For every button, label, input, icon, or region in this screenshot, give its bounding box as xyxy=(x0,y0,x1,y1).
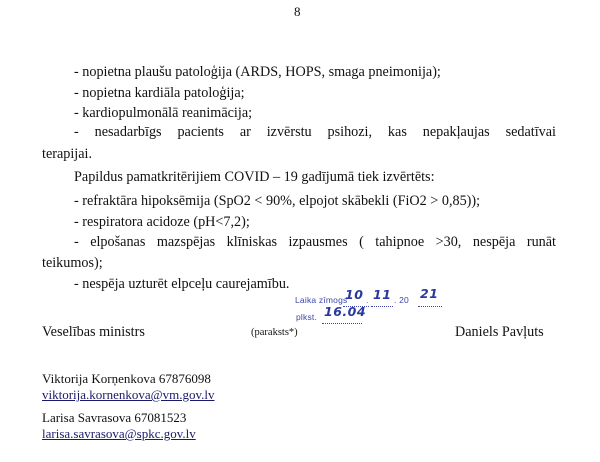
stamp-day: 10 xyxy=(345,287,364,302)
stamp-separator: . xyxy=(366,295,369,305)
contact-name: Larisa Savrasova 67081523 xyxy=(42,410,187,425)
list-item: - refraktāra hipoksēmija (SpO2 < 90%, elpojot skābekli (FiO2 > 0,85)); xyxy=(74,193,481,209)
stamp-label: Laika zīmogs xyxy=(295,295,348,305)
contact-email-link[interactable]: larisa.savrasova@spkc.gov.lv xyxy=(42,426,196,441)
stamp-time: 16.04 xyxy=(324,304,367,319)
page-number: 8 xyxy=(294,4,301,19)
list-item: - nespēja uzturēt elpceļu caurejamību. xyxy=(74,276,290,292)
list-item-continuation: teikumos); xyxy=(42,255,103,271)
list-item: - respiratora acidoze (pH<7,2); xyxy=(74,214,250,230)
stamp-time-label: plkst. xyxy=(296,312,318,322)
covid-heading: Papildus pamatkritērijiem COVID – 19 gadījumā tiek izvērtēts: xyxy=(74,169,435,185)
stamp-year: 21 xyxy=(420,286,439,301)
stamp-month: 11 xyxy=(373,287,392,302)
contact-name: Viktorija Korņenkova 67876098 xyxy=(42,371,211,386)
stamp-separator: . 20 xyxy=(394,295,409,305)
signer-title: Veselības ministrs xyxy=(42,324,145,340)
list-item: - elpošanas mazspējas klīniskas izpausmes ( tahipnoe >30, nespēja runāt xyxy=(74,234,556,250)
list-item-continuation: terapijai. xyxy=(42,146,93,162)
signer-name: Daniels Pavļuts xyxy=(455,324,544,340)
list-item: - nesadarbīgs pacients ar izvērstu psihozi, kas nepakļaujas sedatīvai xyxy=(74,124,556,140)
contact-email-link[interactable]: viktorija.kornenkova@vm.gov.lv xyxy=(42,387,215,402)
list-item: - nopietna plaušu patoloģija (ARDS, HOPS, smaga pneimonija); xyxy=(74,64,441,80)
signature-placeholder: (paraksts*) xyxy=(251,327,298,338)
list-item: - kardiopulmonālā reanimācija; xyxy=(74,105,253,121)
list-item: - nopietna kardiāla patoloģija; xyxy=(74,85,245,101)
